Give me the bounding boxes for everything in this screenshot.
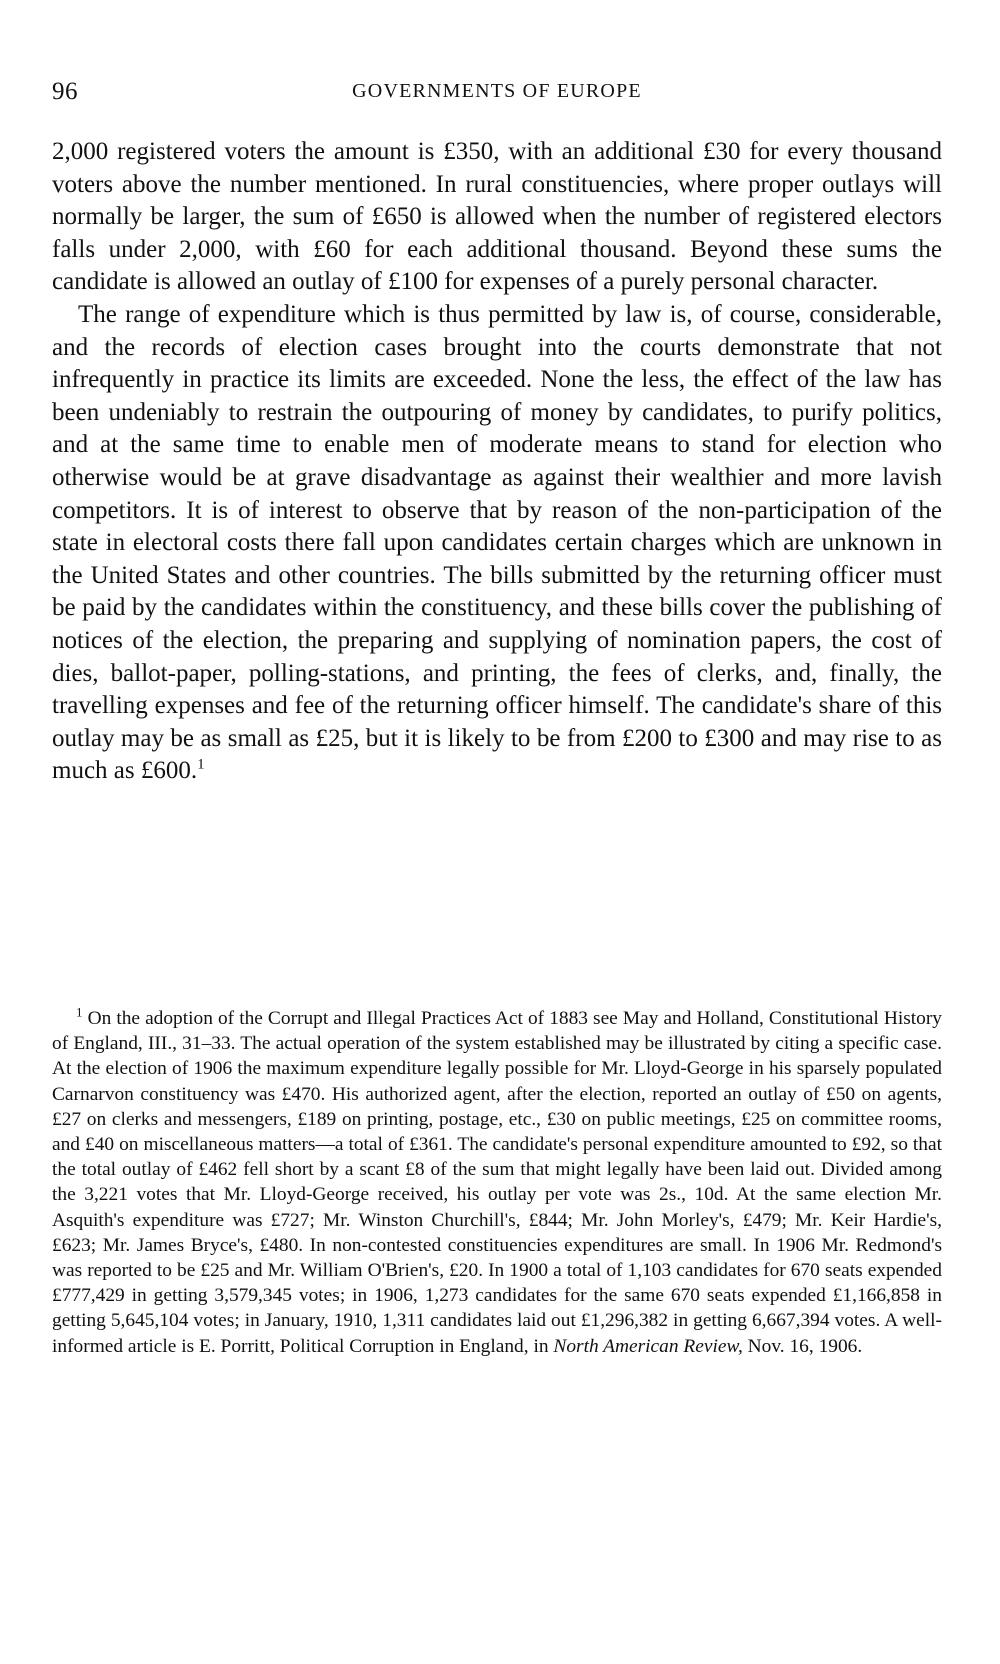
paragraph	[52, 299, 942, 788]
footnote-reference[interactable]: 1	[197, 756, 205, 773]
footnote	[52, 1006, 942, 1359]
footnote-mark: 1	[76, 1004, 83, 1020]
page-number: 96	[52, 78, 78, 105]
running-header	[52, 78, 942, 112]
journal-title: North American Review,	[553, 1335, 743, 1357]
footnote-text: On the adoption of the Corrupt and Illegal Practices Act of 1883 see May and Holland, Constitutional History of England, III., 31–33. The actual operation of the system established may be illustrated by citing a specific case. At the election of 1906 the maximum expenditure legally possible for Mr. Lloyd-George in his sparsely populated Carnarvon constituency was £470. His authorized agent, after the election, reported an outlay of £50 on agents, £27 on clerks and messengers, £189 on printing, postage, etc., £30 on public meetings, £25 on committee rooms, and £40 on miscellaneous matters—a total of £361. The candidate's personal expenditure amounted to £92, so that the total outlay of £462 fell short by a scant £8 of the sum that might legally have been laid out. Divided among the 3,221 votes that Mr. Lloyd-George received, his outlay per vote was 2s., 10d. At the same election Mr. Asquith's expenditure was £727; Mr. Winston Churchill's, £844; Mr. John Morley's, £479; Mr. Keir Hardie's, £623; Mr. James Bryce's, £480. In non-contested constituencies expenditures are small. In 1906 Mr. Redmond's was reported to be £25 and Mr. William O'Brien's, £20. In 1900 a total of 1,103 candidates for 670 seats expended £777,429 in getting 3,579,345 votes; in 1906, 1,273 candidates for the same 670 seats expended £1,166,858 in getting 5,645,104 votes; in January, 1910, 1,311 candidates laid out £1,296,382 in getting 6,667,394 votes. A well-informed article is E. Porritt, Political Corruption in England, in	[52, 1008, 942, 1357]
paragraph	[52, 136, 942, 299]
running-title: GOVERNMENTS OF EUROPE	[352, 80, 642, 102]
footnote-date: Nov. 16, 1906.	[747, 1335, 863, 1357]
paragraph-text: 2,000 registered voters the amount is £350, with an additional £30 for every thousand voters above the number mentioned. In rural constituencies, where proper outlays will normally be larger, the sum of £650 is allowed when the number of registered electors falls under 2,000, with £60 for each additional thousand. Beyond these sums the candidate is allowed an outlay of £100 for expenses of a purely personal character.	[52, 138, 942, 296]
body-text	[52, 136, 942, 788]
paragraph-text: The range of expenditure which is thus permitted by law is, of course, considerable, and the records of election cases brought into the courts demonstrate that not infrequently in practice its limits are exceeded. None the less, the effect of the law has been undeniably to restrain the outpouring of money by candidates, to purify politics, and at the same time to enable men of moderate means to stand for election who otherwise would be at grave disadvantage as against their wealthier and more lavish competitors. It is of interest to observe that by reason of the non-participation of the state in electoral costs there fall upon candidates certain charges which are unknown in the United States and other countries. The bills submitted by the returning officer must be paid by the candidates within the constituency, and these bills cover the publishing of notices of the election, the preparing and supplying of nomination papers, the cost of dies, ballot-paper, polling-stations, and printing, the fees of clerks, and, finally, the travelling expenses and fee of the returning officer himself. The candidate's share of this outlay may be as small as £25, but it is likely to be from £200 to £300 and may rise to as much as £600.	[52, 300, 942, 785]
